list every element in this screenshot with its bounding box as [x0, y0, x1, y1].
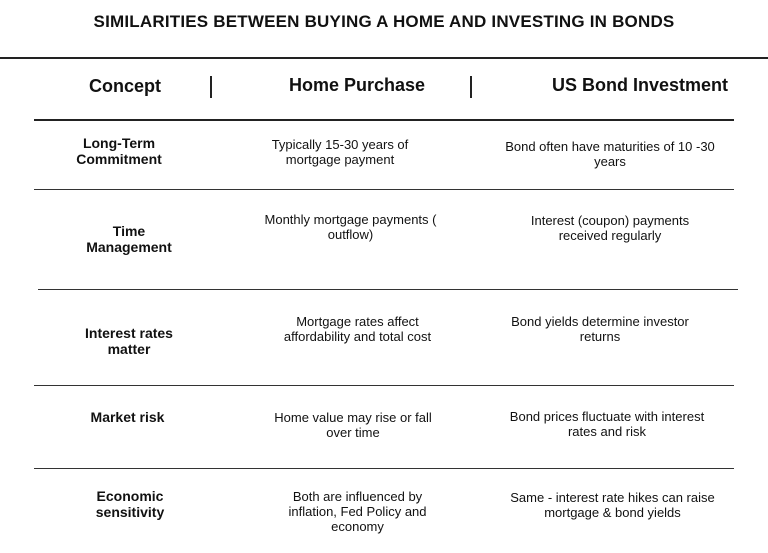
column-header-concept: Concept — [89, 76, 161, 96]
table-row-bond: Bond yields determine investor returns — [511, 314, 689, 344]
row-divider — [34, 468, 734, 469]
row-divider — [34, 189, 734, 190]
table-row-concept: Interest rates matter — [85, 325, 173, 357]
column-separator — [470, 76, 472, 98]
table-row-home: Monthly mortgage payments ( outflow) — [264, 212, 437, 242]
table-row-bond: Same - interest rate hikes can raise mortgage & bond yields — [510, 490, 715, 520]
table-row-bond: Bond often have maturities of 10 -30 years — [505, 139, 715, 169]
table-row-concept: Market risk — [90, 409, 165, 425]
table-row-bond: Bond prices fluctuate with interest rates and risk — [509, 409, 705, 439]
table-row-concept: Long-Term Commitment — [76, 135, 162, 167]
table-row-home: Home value may rise or fall over time — [274, 410, 432, 440]
table-row-bond: Interest (coupon) payments received regularly — [530, 213, 690, 243]
page-title: SIMILARITIES BETWEEN BUYING A HOME AND INVESTING IN BONDS — [93, 12, 675, 31]
table-row-concept: Economic sensitivity — [95, 488, 165, 520]
table-row-home: Both are influenced by inflation, Fed Policy and economy — [288, 489, 427, 534]
table-row-home: Mortgage rates affect affordability and total cost — [283, 314, 432, 344]
column-separator — [210, 76, 212, 98]
row-divider — [38, 289, 738, 290]
table-row-concept: Time Management — [86, 223, 172, 255]
header-divider — [34, 119, 734, 121]
title-divider — [0, 57, 768, 59]
column-header-home-purchase: Home Purchase — [288, 75, 426, 95]
column-header-bond-investment: US Bond Investment — [551, 75, 729, 95]
table-row-home: Typically 15-30 years of mortgage payment — [271, 137, 409, 167]
row-divider — [34, 385, 734, 386]
